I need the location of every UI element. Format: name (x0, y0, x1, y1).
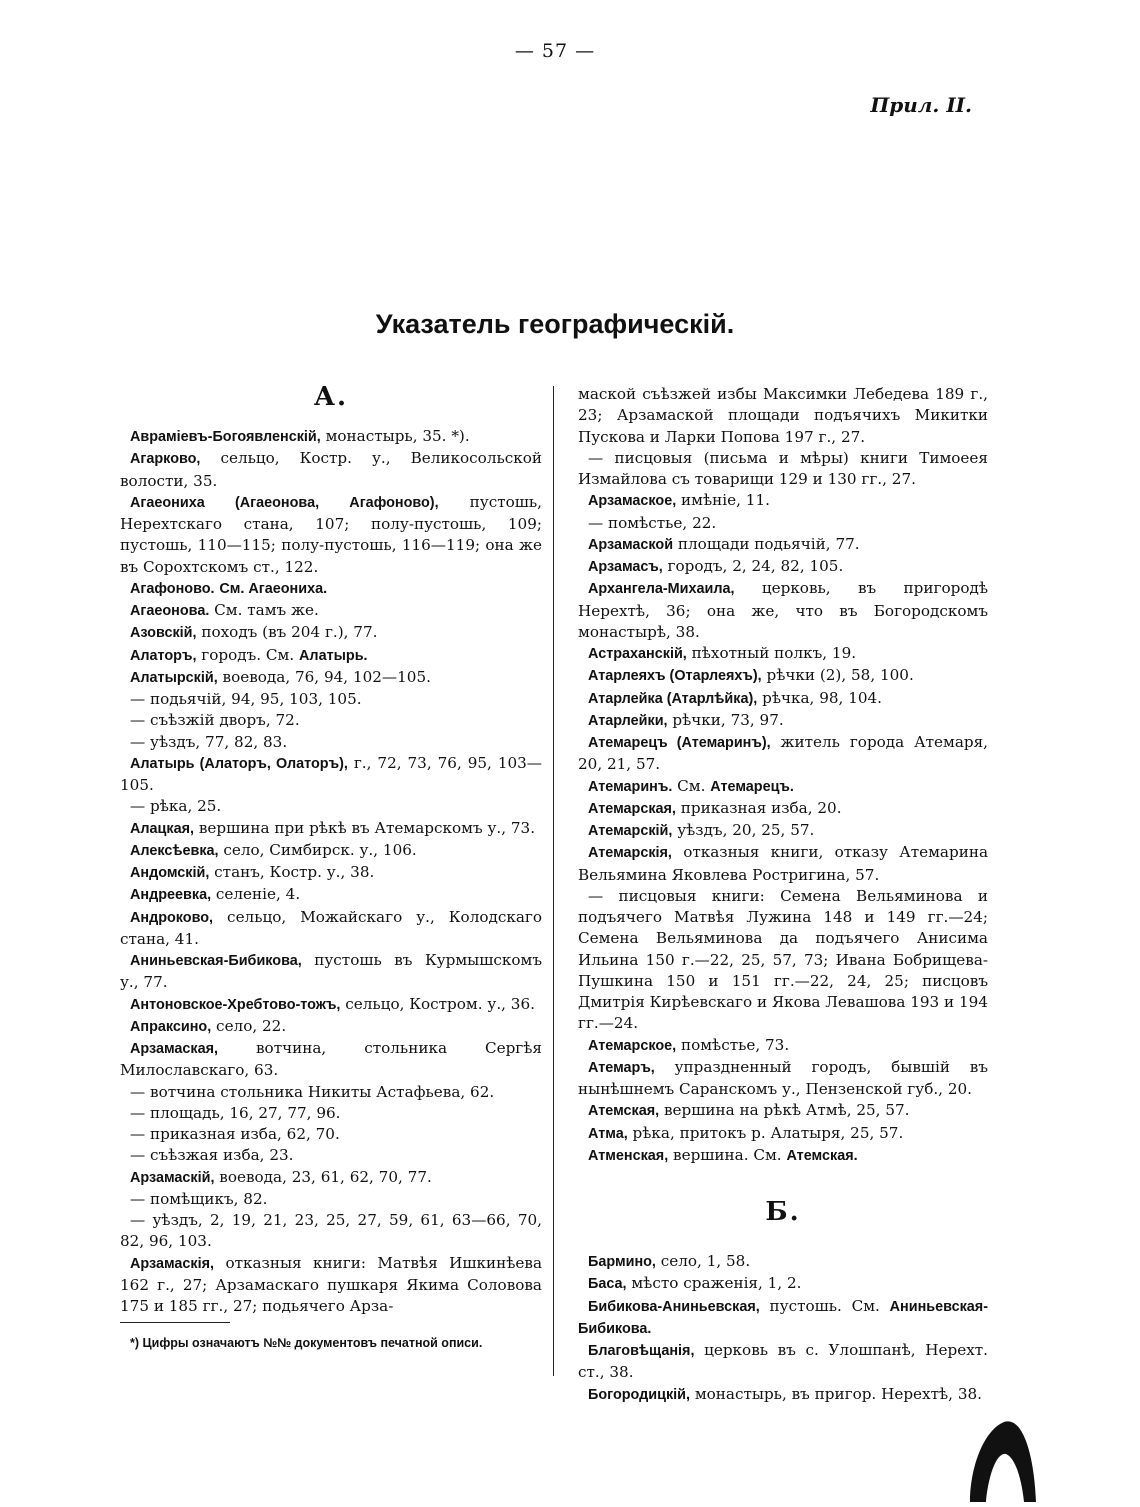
entry-headword: Алатырь (Алаторъ, Олаторъ), (130, 755, 348, 772)
entry-text: рѣчки, 73, 97. (667, 710, 784, 729)
index-entry (120, 622, 542, 644)
index-entry (578, 1057, 988, 1101)
entry-headword: Арзамаское, (588, 493, 677, 510)
entry-text: вершина. См. (668, 1145, 787, 1164)
entry-text: село, Симбирск. у., 106. (218, 840, 417, 859)
index-subentry: — съѣзжая изба, 23. (130, 1146, 294, 1165)
index-entry (120, 448, 542, 492)
index-entry (578, 710, 988, 732)
index-entry (120, 645, 542, 667)
entry-headword: Антоновское-Хребтово-тожъ, (130, 996, 341, 1013)
entry-text: мѣсто сраженія, 1, 2. (626, 1274, 802, 1293)
entry-headword: Атемарскій, (588, 823, 673, 839)
index-entry (578, 1296, 988, 1341)
entry-text: село, 22. (211, 1016, 287, 1035)
index-entry (120, 1016, 542, 1038)
index-entry (120, 862, 542, 884)
index-entry (578, 732, 988, 776)
entry-cross-reference: Алатырь. (299, 647, 368, 664)
entry-headword: Аниньевская-Бибикова, (130, 953, 302, 969)
entry-headword: Агарково, (130, 451, 201, 468)
index-entry (578, 688, 988, 710)
entry-text: рѣчка, 98, 104. (757, 688, 883, 707)
entry-text: сельцо, Можайскаго у., Колодскаго стана, 41. (120, 907, 542, 948)
entry-text: житель города Атемаря, 20, 21, 57. (578, 733, 989, 774)
entry-text: монастырь, въ пригор. Нерехтѣ, 38. (690, 1384, 982, 1403)
entry-headword: Атарлейки, (588, 712, 668, 729)
entry-headword: Бибикова-Аниньевская, (588, 1298, 760, 1315)
entry-text: приказная изба, 20. (675, 798, 842, 817)
section-letter-b: Б. (765, 1197, 801, 1227)
index-entry (120, 1038, 542, 1082)
entry-headword: Агаеониха (Агаеонова, Агафоново), (130, 494, 439, 511)
entry-text: церковь, въ пригородѣ Нерехтѣ, 36; она же, что въ Богородскомъ монастырѣ, 38. (578, 579, 988, 641)
entry-text: отказныя книги: Матвѣя Ишкинѣева 162 г., 27; Арзамаскаго пушкаря Якима Соловова 175 и 185 гг., 27; подьячего Арза- (120, 1253, 542, 1315)
entry-headword: Благовѣщанія, (588, 1343, 695, 1359)
entry-headword: Агафоново. (130, 580, 215, 597)
footnote: *) Цифры означаютъ №№ документовъ печатной описи. (130, 1336, 483, 1350)
entry-headword: Арзамаской (588, 536, 674, 553)
index-subentry: — рѣка, 25. (130, 797, 222, 816)
entry-headword: Андреевка, (130, 887, 212, 904)
entry-text: монастырь, 35. *). (320, 427, 470, 445)
entry-headword: Атемарское, (588, 1037, 677, 1054)
entry-text: станъ, Костр. у., 38. (209, 863, 375, 881)
entry-headword: Алацкая, (130, 820, 194, 837)
index-entry (578, 1145, 988, 1167)
entry-headword: Андроково, (130, 909, 214, 926)
entry-headword: Атемаръ, (588, 1059, 655, 1076)
entry-headword: Азовскій, (130, 625, 197, 642)
entry-headword: Астраханскій, (588, 646, 687, 662)
index-subentry: — уѣздъ, 2, 19, 21, 23, 25, 27, 59, 61, 63—66, 70, 82, 96, 103. (120, 1211, 542, 1251)
entry-text: рѣчки (2), 58, 100. (761, 666, 914, 685)
entry-text: См. тамъ же. (209, 601, 319, 619)
entry-cross-reference: Аниньевская-Бибикова. (578, 1298, 988, 1337)
index-entry (578, 1340, 988, 1384)
index-entry (578, 1100, 988, 1122)
index-entry (120, 840, 542, 862)
index-subentry: — помѣщикъ, 82. (130, 1189, 268, 1208)
index-subentry: — съѣзжій дворъ, 72. (130, 711, 300, 730)
page-title: Указатель географическій. (375, 309, 735, 339)
entry-text: вотчина, стольника Сергѣя Милославскаго, 63. (120, 1039, 542, 1080)
entry-text: село, 1, 58. (655, 1252, 751, 1270)
index-subentry: — уѣздъ, 77, 82, 83. (130, 732, 288, 751)
entry-text: г., 72, 73, 76, 95, 103—105. (120, 753, 542, 794)
index-entry (120, 753, 542, 797)
left-column (120, 380, 542, 1317)
index-subentry: — помѣстье, 22. (588, 513, 717, 532)
index-subentry: — площадь, 16, 27, 77, 96. (130, 1103, 341, 1122)
column-divider (553, 386, 554, 1376)
index-entry (120, 994, 542, 1016)
index-entry (578, 1384, 988, 1406)
right-column (578, 384, 988, 1406)
index-subentry: — вотчина стольника Никиты Астафьева, 62. (130, 1082, 495, 1101)
entry-headword: Алатырскій, (130, 669, 218, 686)
entry-text: селеніе, 4. (211, 885, 301, 904)
entry-headword: Атемарская, (588, 800, 676, 817)
ink-blot-mark (966, 1412, 1038, 1502)
entry-cross-reference: Атемская. (786, 1147, 858, 1164)
entry-cross-reference: Атемарецъ. (710, 778, 794, 795)
index-entry (120, 667, 542, 689)
entry-headword: Атарлейка (Атарлѣйка), (588, 690, 758, 707)
index-entry (578, 534, 988, 556)
entry-text: походъ (въ 204 г.), 77. (196, 623, 378, 642)
entry-headword: Атменская, (588, 1147, 669, 1164)
index-entry (578, 665, 988, 687)
entry-headword: Арзамаскій, (130, 1169, 215, 1186)
entry-text: площади подьячій, 77. (673, 534, 860, 553)
index-entry (578, 1035, 988, 1057)
entry-text: вершина при рѣкѣ въ Атемарскомъ у., 73. (194, 818, 536, 837)
section-letter-a: А. (313, 382, 349, 412)
entry-text: воевода, 23, 61, 62, 70, 77. (214, 1167, 432, 1186)
index-entry (578, 1251, 988, 1273)
index-entry (120, 492, 542, 578)
entry-text: церковь въ с. Улошпанѣ, Нерехт. ст., 38. (578, 1341, 988, 1382)
entry-text: уѣздъ, 20, 25, 57. (672, 821, 815, 839)
index-subentry: — писцовыя (письма и мѣры) книги Тимоеея Измайлова съ товарищи 129 и 130 гг., 27. (578, 448, 988, 488)
entry-headword: Атемарецъ (Атемаринъ), (588, 735, 771, 751)
entry-text: рѣка, притокъ р. Алатыря, 25, 57. (627, 1123, 904, 1142)
index-entry (578, 776, 988, 798)
entry-text: отказныя книги, отказу Атемарина Вельямина Яковлева Ростригина, 57. (578, 843, 988, 884)
index-entry (120, 578, 542, 600)
index-subentry: — приказная изба, 62, 70. (130, 1125, 340, 1143)
entry-headword: Баса, (588, 1276, 627, 1293)
index-entry (120, 907, 542, 951)
entry-text: городъ. См. (196, 645, 300, 664)
index-entry (578, 798, 988, 820)
entry-headword: Алаторъ, (130, 647, 197, 664)
entry-headword: Арзамасъ, (588, 559, 663, 575)
entry-headword: Арзамаская, (130, 1041, 219, 1057)
entry-text: См. (672, 776, 711, 795)
entry-text: сельцо, Костр. у., Великосольской волости, 35. (120, 449, 542, 490)
entry-text: вершина на рѣкѣ Атмѣ, 25, 57. (659, 1101, 910, 1120)
entry-headword: Андомскій, (130, 865, 210, 881)
entry-headword: Арзамаскія, (130, 1255, 215, 1272)
index-entry (578, 842, 988, 886)
entry-headword: Атемаринъ. (588, 778, 673, 795)
index-entry (578, 1273, 988, 1295)
entry-text: упраздненный городъ, бывшій въ нынѣшнемъ Саранскомъ у., Пензенской губ., 20. (578, 1057, 988, 1098)
entry-headword: Архангела-Михаила, (588, 581, 735, 598)
index-entry-continuation: маской съѣзжей избы Максимки Лебедева 189 г., 23; Арзамаской площади подъячихъ Микитки Пускова и Ларки Попова 197 г., 27. (578, 385, 988, 446)
entry-headword: Бармино, (588, 1254, 656, 1270)
entry-headword: Агаеонова. (130, 603, 210, 619)
entry-headword: Атма, (588, 1125, 628, 1142)
entry-headword: Богородицкій, (588, 1386, 690, 1403)
entry-text: пустошь въ Курмышскомъ у., 77. (120, 951, 542, 992)
index-entry (578, 490, 988, 512)
index-entry (120, 1253, 542, 1318)
entry-text: сельцо, Костром. у., 36. (340, 994, 535, 1013)
index-entry (578, 1123, 988, 1145)
entry-text: помѣстье, 73. (676, 1035, 790, 1054)
entry-headword: Атемарскія, (588, 845, 672, 862)
entry-text: воевода, 76, 94, 102—105. (217, 667, 431, 686)
entry-headword: Алексѣевка, (130, 842, 219, 859)
index-entry (120, 426, 542, 448)
index-subentry: — писцовыя книги: Семена Вельяминова и подъячего Матвѣя Лужина 148 и 149 гг.—24; Семена Вельяминова да подъячего Анисима Ильина 150 г.—22, 25, 57, 73; Ивана Бобрищева-Пушкина 150 и 151 гг.—22, 24, 25; писцовъ Дмитрія Кирѣевскаго и Якова Левашова 193 и 194 гг.—24. (578, 886, 988, 1033)
index-entry (578, 578, 988, 643)
footnote-rule (120, 1322, 230, 1323)
index-entry (578, 820, 988, 842)
entry-text: пѣхотный полкъ, 19. (686, 644, 857, 662)
index-entry (120, 1167, 542, 1189)
entry-text: пустошь. См. (759, 1296, 890, 1315)
index-entry (578, 556, 988, 578)
index-subentry: — подьячій, 94, 95, 103, 105. (130, 690, 362, 708)
entry-cross-reference: См. Агаеониха. (219, 580, 328, 597)
entry-headword: Апраксино, (130, 1018, 212, 1035)
index-entry (120, 950, 542, 994)
index-entry (120, 818, 542, 840)
index-entry (120, 884, 542, 906)
index-entry (120, 600, 542, 622)
entry-headword: Авраміевъ-Богоявленскій, (130, 429, 321, 445)
appendix-label: Прил. II. (870, 93, 972, 117)
index-entry (578, 643, 988, 665)
entry-text: имѣніе, 11. (676, 491, 770, 510)
entry-headword: Атарлеяхъ (Отарлеяхъ), (588, 668, 762, 685)
entry-headword: Атемская, (588, 1103, 660, 1120)
page-number: — 57 — (514, 40, 596, 62)
entry-text: пустошь, Нерехтскаго стана, 107; полу-пустошь, 109; пустошь, 110—115; полу-пустошь, 116—119; она же въ Сорохтскомъ ст., 122. (120, 492, 542, 576)
entry-text: городъ, 2, 24, 82, 105. (662, 557, 844, 575)
